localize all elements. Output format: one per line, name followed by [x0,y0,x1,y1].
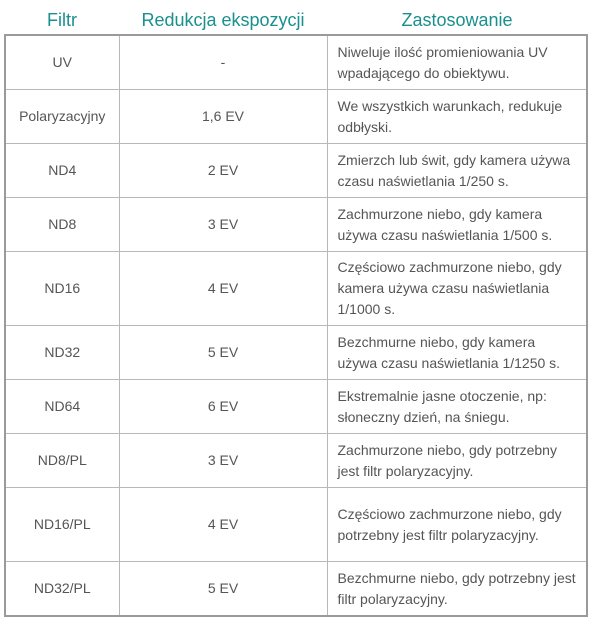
table-row [5,198,587,252]
cell-reduction: 1,6 EV [119,90,327,144]
table-row [5,434,587,488]
cell-reduction: 2 EV [119,144,327,198]
cell-filter: Polaryzacyjny [5,90,119,144]
cell-usage: Częściowo zachmurzone niebo, gdy kamera używa czasu naświetlania 1/1000 s. [327,252,587,326]
cell-filter: ND32 [5,326,119,380]
filters-table [4,6,588,617]
cell-reduction: 4 EV [119,488,327,562]
table-row [5,90,587,144]
table-header [5,6,587,35]
header-row [5,6,587,35]
cell-filter: ND64 [5,380,119,434]
cell-filter: UV [5,35,119,90]
cell-reduction: 3 EV [119,198,327,252]
cell-usage: Zmierzch lub świt, gdy kamera używa czasu naświetlania 1/250 s. [327,144,587,198]
cell-reduction: 5 EV [119,562,327,617]
cell-filter: ND8 [5,198,119,252]
table-row [5,144,587,198]
cell-usage: Zachmurzone niebo, gdy potrzebny jest filtr polaryzacyjny. [327,434,587,488]
cell-reduction: 3 EV [119,434,327,488]
header-exposure-reduction: Redukcja ekspozycji [141,9,305,30]
header-filter: Filtr [47,9,77,30]
cell-filter: ND16 [5,252,119,326]
cell-filter: ND16/PL [5,488,119,562]
cell-filter: ND8/PL [5,434,119,488]
cell-reduction: 6 EV [119,380,327,434]
cell-usage: Bezchmurne niebo, gdy kamera używa czasu naświetlania 1/1250 s. [327,326,587,380]
cell-usage: Ekstremalnie jasne otoczenie, np: słoneczny dzień, na śniegu. [327,380,587,434]
cell-usage: Częściowo zachmurzone niebo, gdy potrzebny jest filtr polaryzacyjny. [327,488,587,562]
cell-filter: ND32/PL [5,562,119,617]
cell-usage: Zachmurzone niebo, gdy kamera używa czasu naświetlania 1/500 s. [327,198,587,252]
cell-usage: We wszystkich warunkach, redukuje odbłyski. [327,90,587,144]
table-row [5,562,587,617]
table-row [5,326,587,380]
cell-reduction: 5 EV [119,326,327,380]
table-row [5,252,587,326]
cell-usage: Niweluje ilość promieniowania UV wpadającego do obiektywu. [327,35,587,90]
table-row [5,35,587,90]
cell-usage: Bezchmurne niebo, gdy potrzebny jest filtr polaryzacyjny. [327,562,587,617]
header-usage: Zastosowanie [401,9,513,30]
table-row [5,488,587,562]
cell-reduction: - [119,35,327,90]
cell-filter: ND4 [5,144,119,198]
table-row [5,380,587,434]
table-body [5,35,587,616]
cell-reduction: 4 EV [119,252,327,326]
